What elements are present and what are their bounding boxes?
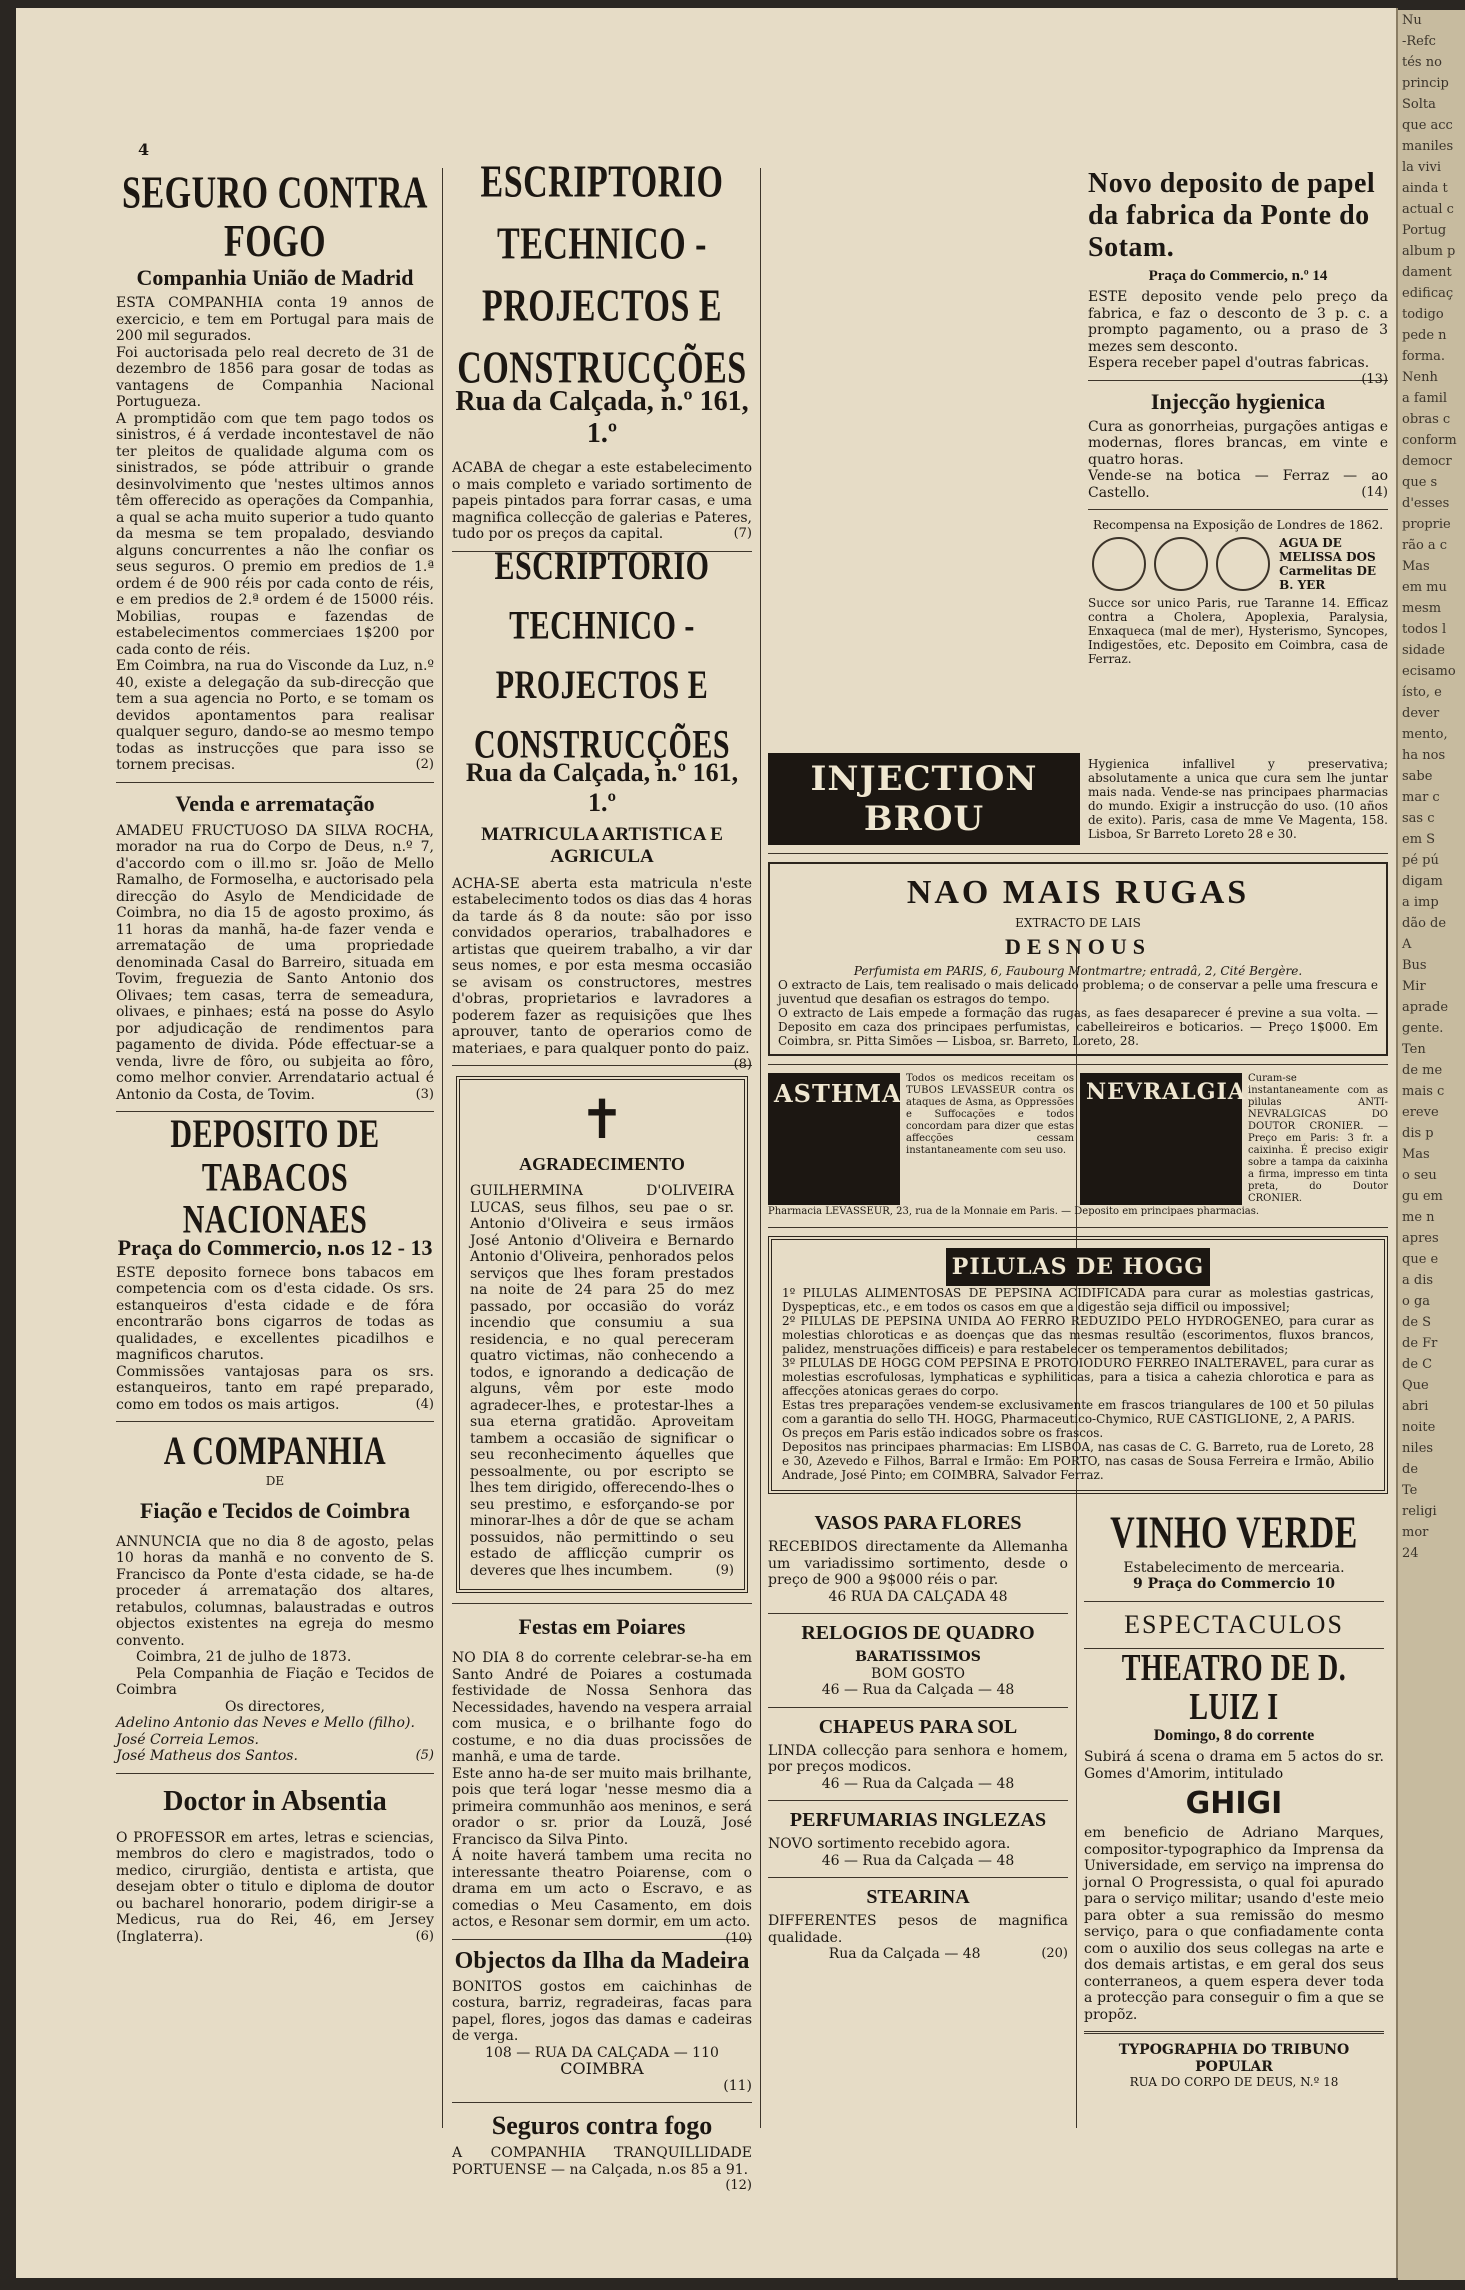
escriptorio-2-text: ACHA-SE aberta esta matricula n'este estabelecimento todos os dias das 4 horas da tarde ás 8 da noute: são por isso convidados operarios, trabalhadores e artistas que queirem trabalho, a vir dar seus nomes, e por esta mesma occasião se avisam os constructores, mestres d'obras, proprietarios e lavradores a poderem fazer as requisições que lhes aprouver, tanto de operarios como de materiaes, e para qualquer ponto do paiz. (8)	[452, 875, 752, 1072]
perfumarias-text: NOVO sortimento recebido agora.	[768, 1836, 1011, 1852]
companhia-director-3: José Matheus dos Santos. (5)	[116, 1748, 434, 1765]
strip-fragment: em mu	[1402, 580, 1447, 595]
theatro-text-2: em beneficio de Adriano Marques, compositor-typographico da Imprensa da Universidade, em serviço na imprensa do jornal O Progressista, o qual foi apurado para o serviço militar; usando d'este meio para obter a sua remissão do mesmo serviço, para o que confiadamente conta com o auxilio dos seus collegas na arte e dos demais artistas, e em geral dos seus conterraneos, a quem espera dever toda a protecção para conseguir o fim a que se propõz.	[1084, 1825, 1384, 2023]
asthma-title: ASTHMA	[768, 1073, 900, 1205]
strip-fragment: que s	[1402, 475, 1438, 490]
strip-fragment: album p	[1402, 244, 1456, 259]
objectos-text: BONITOS gostos em caichinhas de costura, barriz, regradeiras, facas para papel, flores, jogos das damas e cadeiras de verga.	[452, 1978, 752, 2044]
agua-text: Succe sor unico Paris, rue Taranne 14. Efficaz contra a Cholera, Apoplexia, Paralysia, Enxaqueca (mal de mer), Hysterismo, Syncopes, Indigestões, etc. Deposito em Coimbra, casa de Ferraz.	[1088, 596, 1388, 666]
deposito-title: DEPOSITO DE TABACOS NACIONAES	[170, 1112, 380, 1243]
theatro-date: Domingo, 8 do corrente	[1153, 1727, 1315, 1745]
strip-fragment: niles	[1402, 1441, 1434, 1456]
strip-fragment: tés no	[1402, 55, 1442, 70]
nevralgias-title: NEVRALGIAS	[1080, 1073, 1242, 1205]
strip-fragment: dis p	[1402, 1126, 1434, 1141]
chapeus-address: 46 — Rua da Calçada — 48	[821, 1775, 1015, 1792]
rugas-text: O extracto de Lais, tem realisado o mais delicado problema; o de conservar a pelle uma frescura e juventud que desafian os estragos do tempo.	[778, 978, 1378, 1006]
agradecimento-box	[456, 1076, 748, 1593]
vasos-title: VASOS PARA FLORES	[814, 1512, 1022, 1534]
medal-icon	[1092, 537, 1146, 591]
strip-fragment: a dis	[1402, 1273, 1434, 1288]
companhia-director-2: José Correia Lemos.	[116, 1731, 259, 1748]
chapeus-text: LINDA collecção para senhora e homem, por preços modicos.	[768, 1742, 1068, 1775]
companhia-text: ANNUNCIA que no dia 8 de agosto, pelas 10 horas da manhã e no convento de S. Francisco da Ponte d'esta cidade, se ha-de proceder á arrematação dos altares, retabulos, columnas, balaustradas e outros objectos existentes na egreja do mesmo convento.	[116, 1533, 434, 1649]
strip-fragment: ainda t	[1402, 181, 1448, 196]
lower-left-ads	[768, 1508, 1068, 1963]
hogg-item-2: 2º PILULAS DE PEPSINA UNIDA AO FERRO REDUZIDO PELO HYDROGENEO, para curar as molestias chloroticas e as doenças que das mesmas resultão (escorimentos, fluxos brancos, palidez, menstruações difficeis) e para restabelecer os temperamentos debilitados;	[782, 1314, 1374, 1356]
rugas-box	[768, 862, 1388, 1056]
relogios-subtitle: BARATISSIMOS	[855, 1649, 981, 1665]
strip-fragment: pé pú	[1402, 853, 1439, 868]
objectos-address: 108 — RUA DA CALÇADA — 110	[485, 2044, 719, 2061]
column-rule	[442, 168, 443, 2128]
strip-fragment: ereve	[1402, 1105, 1439, 1120]
medal-icon	[1154, 537, 1208, 591]
strip-fragment: mento,	[1402, 727, 1448, 742]
strip-fragment: maniles	[1402, 139, 1454, 154]
strip-fragment: dão de	[1402, 916, 1447, 931]
seguro-text-3: A promptidão com que tem pago todos os sinistros, é á verdade incontestavel de não ter pleitos de qualidade alguma com os sinistrados, se póde attribuir o grande desinvolvimento que 'nestes ultimos annos têm offerecido as operações da Companhia, a qual se acha muito superior a tudo quanto da mesma se tem propalado, desviando alguns concurrentes a não lhe confiar os seus seguros. O premio em predios de 1.ª ordem é de 900 réis por cada conto de réis, e em predios de 2.ª ordem é de 15000 réis. Mobilias, roupas e fazendas de estabelecimentos commerciaes 1$200 por cada conto de réis.	[116, 410, 434, 658]
theatro-play: GHIGI	[1185, 1786, 1283, 1822]
column-rule	[760, 168, 761, 2128]
seguros-text: A COMPANHIA TRANQUILLIDADE PORTUENSE — na Calçada, n.os 85 a 91. (12)	[452, 2145, 752, 2193]
strip-fragment: conform	[1402, 433, 1457, 448]
objectos-city: COIMBRA	[560, 2059, 644, 2078]
deposito-text: ESTE deposito fornece bons tabacos em competencia com os d'esta cidade. Os srs. estanqueiros d'esta cidade e de fóra encontrarão bons cigarros de todas as qualidades, e excellentes picadilhos e magnificos charutos.	[116, 1264, 434, 1364]
companhia-director-1: Adelino Antonio das Neves e Mello (filho).	[116, 1715, 415, 1732]
agradecimento-text: GUILHERMINA D'OLIVEIRA LUCAS, seus filhos, seu pae o sr. Antonio d'Oliveira e seus irmãos José Antonio d'Oliveira e Bernardo Antonio d'Oliveira, penhorados pelos serviços que lhes foram prestados na noite de 24 para 25 do mez passado, por occasião do voráz incendio que consumiu a sua residencia, e no qual pereceram quatro victimas, não conhecendo a todos, e ignorando a dedicação de alguns, vêm por este modo agradecer-lhes, e protestar-lhes a sua eterna gratidão. Aproveitam tambem a occasião de significar o seu reconhecimento áquelles que pessoalmente, ou por escripto se lhes tem dirigido, offerecendo-lhes o seu prestimo, e esforçando-se por minorar-lhes a dôr de que se acham possuidos, não permittindo o seu estado de afflicção cumprir os deveres que lhes incumbem. (9)	[470, 1183, 734, 1579]
injeccao-text-2: Vende-se na botica — Ferraz — ao Castello. (14)	[1088, 468, 1388, 501]
strip-fragment: digam	[1402, 874, 1443, 889]
strip-fragment: proprie	[1402, 517, 1451, 532]
strip-fragment: de C	[1402, 1357, 1433, 1372]
asthma-text: Todos os medicos receitam os TUBOS LEVASSEUR contra os ataques de Asma, as Oppressões e Suffocações e todos concordam para dizer que estas affecções cessam instantaneamente com seu uso.	[906, 1073, 1074, 1156]
strip-fragment: Bus	[1402, 958, 1427, 973]
strip-fragment: ísto, e	[1402, 685, 1442, 700]
hogg-item-4: Estas tres preparações vendem-se exclusivamente em frascos triangulares de 100 et 50 pilulas com a garantia do sello TH. HOGG, Pharmaceutico-Chymico, RUE CASTIGLIONE, 2, A PARIS.	[782, 1398, 1374, 1426]
vasos-text: RECEBIDOS directamente da Allemanha um variadissimo sortimento, desde o preço de 900 a 9$000 réis o par.	[768, 1539, 1068, 1588]
strip-fragment: democr	[1402, 454, 1452, 469]
strip-fragment: que e	[1402, 1252, 1439, 1267]
typographia-title: TYPOGRAPHIA DO TRIBUNO POPULAR	[1118, 2042, 1350, 2075]
stearina-address: Rua da Calçada — 48 (20)	[828, 1946, 1068, 1962]
strip-fragment: rão a c	[1402, 538, 1448, 553]
strip-fragment: mais c	[1402, 1084, 1445, 1099]
rugas-text-2: O extracto de Lais empede a formação das rugas, as faes desaparecer é previne a sua volta. — Deposito em caza dos principaes perfumistas, cabelleireiros e boticarios. — Preço 1$000. Em Coimbra, sr. Pitta Simões — Lisboa, sr. Barreto, Loreto, 28.	[778, 1006, 1378, 1048]
strip-fragment: actual c	[1402, 202, 1454, 217]
festas-text: NO DIA 8 do corrente celebrar-se-ha em Santo André de Poiares a costumada festividade de Nossa Senhora das Necessidades, havendo na vespera arraial com musica, e o brilhante fogo do costume, e no dia duas procissões de manhã, e uma de tarde.	[452, 1650, 752, 1765]
vinho-subtitle: Estabelecimento de mercearia.	[1123, 1559, 1345, 1576]
vinho-address: 9 Praça do Commercio 10	[1133, 1576, 1335, 1593]
hogg-item-5: Os preços em Paris estão indicados sobre os frascos.	[782, 1426, 1104, 1440]
injeccao-text: Cura as gonorrheias, purgações antigas e modernas, flores brancas, em vinte e quatro horas.	[1088, 418, 1388, 468]
strip-fragment: la vivi	[1402, 160, 1442, 175]
newspaper-page	[16, 8, 1398, 2278]
strip-fragment: de S	[1402, 1315, 1432, 1330]
escriptorio-1-text: ACABA de chegar a este estabelecimento o mais completo e variado sortimento de papeis pintados para forrar casas, e uma magnifica collecção de galerias e Pateres, tudo por os preços da capital. (7)	[452, 460, 752, 542]
strip-fragment: sidade	[1402, 643, 1445, 658]
festas-text-2: Este anno ha-de ser muito mais brilhante, pois que terá logar 'nesse mesmo dia a primeira communhão aos meninos, e será orador o sr. prior da Louzã, José Francisco da Silva Pinto.	[452, 1765, 752, 1848]
seguro-subtitle: Companhia União de Madrid	[136, 265, 414, 291]
agua-medals	[1088, 536, 1388, 592]
festas-title: Festas em Poiares	[518, 1614, 686, 1639]
page-number: 4	[138, 140, 150, 159]
doctor-title: Doctor in Absentia	[163, 1785, 387, 1817]
companhia-de: DE	[265, 1473, 285, 1488]
seguro-text-4: Em Coimbra, na rua do Visconde da Luz, n.º 40, existe a delegação da sub-direcção que tem a sua agencia no Porto, e se tomam os devidos apontamentos para realisar qualquer seguro, dando-se ao mesmo tempo todas as instrucções que para isso se tornem precisas. (2)	[116, 658, 434, 774]
relogios-address: 46 — Rua da Calçada — 48	[821, 1682, 1015, 1698]
companhia-directors: Os directores,	[224, 1698, 326, 1715]
novo-deposito-subtitle: Praça do Commercio, n.º 14	[1148, 268, 1328, 284]
strip-fragment: pede n	[1402, 328, 1447, 343]
escriptorio-2-title: ESCRIPTORIO TECHNICO - PROJECTOS E CONSTRUCÇÕES	[473, 543, 731, 767]
strip-fragment: aprade	[1402, 1000, 1449, 1015]
column-2	[452, 157, 752, 2193]
deposito-subtitle: Praça do Commercio, n.os 12 - 13	[117, 1234, 433, 1260]
ads-block	[768, 753, 1388, 1494]
strip-fragment: sas c	[1402, 811, 1435, 826]
stearina-text: DIFFERENTES pesos de magnifica qualidade.	[768, 1913, 1068, 1946]
strip-fragment: mesm	[1402, 601, 1442, 616]
espectaculos-title: ESPECTACULOS	[1124, 1609, 1344, 1639]
strip-fragment: todos l	[1402, 622, 1447, 637]
companhia-by: Pela Companhia de Fiação e Tecidos de Coimbra	[116, 1665, 434, 1699]
nevralgias-text: Curam-se instantaneamente com as pilulas ANTI-NEVRALGICAS DO DOUTOR CRONIER. — Preço em Paris: 3 fr. a caixinha. É preciso exigir sobre a tampa da caixinha a firma, impresso em tinta preta, do Doutor CRONIER.	[1248, 1073, 1388, 1204]
vinho-title: VINHO VERDE	[1110, 1508, 1358, 1559]
seguro-title: SEGURO CONTRA FOGO	[122, 168, 428, 267]
rugas-brand: DESNOUS	[1005, 934, 1151, 959]
right-top-block	[1088, 168, 1388, 666]
strip-fragment: ha nos	[1402, 748, 1446, 763]
strip-fragment: dever	[1402, 706, 1440, 721]
theatro-title: THEATRO DE D. LUIZ I	[1121, 1647, 1347, 1729]
strip-fragment: de	[1402, 1462, 1419, 1477]
strip-fragment: 24	[1402, 1546, 1419, 1561]
hogg-item-6: Depositos nas principaes pharmacias: Em LISBOA, nas casas de C. G. Barreto, rua de Loreto, 28 e 30, Azevedo e Filhos, Barral e Irmão: Em PORTO, nas casas de Sousa Ferreira e Irmão, Abilio Andrade, José Pinto; em COIMBRA, Salvador Ferraz.	[782, 1440, 1374, 1482]
strip-fragment: a famil	[1402, 391, 1448, 406]
strip-fragment: a imp	[1402, 895, 1439, 910]
strip-fragment: Nenh	[1402, 370, 1438, 385]
novo-deposito-text: ESTE deposito vende pelo preço da fabrica, e faz o desconto de 3 p. c. a prompto pagamento, ou a praso de 3 mezes sem desconto.	[1088, 289, 1388, 355]
hogg-title: PILULAS DE HOGG	[946, 1248, 1210, 1286]
cross-icon: ✝	[579, 1088, 625, 1151]
column-3	[768, 168, 1388, 2118]
escriptorio-2-subtitle: Rua da Calçada, n.º 161, 1.º	[465, 757, 739, 817]
typographia-address: RUA DO CORPO DE DEUS, N.º 18	[1129, 2075, 1339, 2090]
strip-fragment: d'esses	[1402, 496, 1450, 511]
hogg-box	[768, 1236, 1388, 1494]
strip-fragment: o seu	[1402, 1168, 1437, 1183]
strip-fragment: obras c	[1402, 412, 1451, 427]
strip-fragment: mar c	[1402, 790, 1440, 805]
lower-right-ads	[1084, 1508, 1384, 2089]
doctor-text: O PROFESSOR em artes, letras e sciencias, membros do clero e magistrados, todo o medico, cirurgião, dentista e artista, que desejam obter o titulo e diploma de doutor ou bacharel honorario, podem dirigir-se a Medicus, rua do Rei, 46, em Jersey (Inglaterra). (6)	[116, 1829, 434, 1945]
hogg-item-3: 3º PILULAS DE HOGG COM PEPSINA E PROTOIODURO FERREO INALTERAVEL, para curar as molestias escrofulosas, lymphaticas e syphiliticas, para a tisica a cahezia chlorotica e para as affecções atonicas geraes do corpo.	[782, 1356, 1374, 1398]
vasos-address: 46 RUA DA CALÇADA 48	[828, 1588, 1008, 1605]
companhia-date: Coimbra, 21 de julho de 1873.	[136, 1649, 352, 1666]
strip-fragment: Que	[1402, 1378, 1429, 1393]
strip-fragment: que acc	[1402, 118, 1453, 133]
agua-recompensa: Recompensa na Exposição de Londres de 1862.	[1092, 518, 1384, 532]
strip-fragment: A	[1402, 937, 1412, 952]
strip-fragment: sabe	[1402, 769, 1433, 784]
rugas-subtitle: EXTRACTO DE LAIS	[1015, 916, 1141, 930]
strip-fragment: ecisamo	[1402, 664, 1456, 679]
strip-fragment: dament	[1402, 265, 1452, 280]
relogios-subtitle-2: BOM GOSTO	[871, 1665, 965, 1682]
strip-fragment: Nu	[1402, 13, 1422, 28]
deposito-text-2: Commissões vantajosas para os srs. estanqueiros, tanto em rapé preparado, como em todos os mais artigos. (4)	[116, 1363, 434, 1413]
rugas-address: Perfumista em PARIS, 6, Faubourg Montmartre; entradâ, 2, Cité Bergère.	[853, 964, 1303, 978]
strip-fragment: me n	[1402, 1210, 1435, 1225]
strip-fragment: mor	[1402, 1525, 1429, 1540]
objectos-number: (11)	[723, 2077, 752, 2094]
hogg-item-1: 1º PILULAS ALIMENTOSAS DE PEPSINA ACIDIFICADA para curar as molestias gastricas, Dyspepticas, etc., e em todos os casos em que a digestão seja difficil ou impossivel;	[782, 1286, 1374, 1314]
perfumarias-title: PERFUMARIAS INGLEZAS	[789, 1809, 1047, 1831]
matricula-title: MATRICULA ARTISTICA E AGRICULA	[481, 823, 723, 867]
strip-fragment: noite	[1402, 1420, 1436, 1435]
seguros-title: Seguros contra fogo	[491, 2111, 713, 2140]
injeccao-title: Injecção hygienica	[1150, 388, 1326, 414]
strip-fragment: -Refc	[1402, 34, 1436, 49]
agradecimento-title: AGRADECIMENTO	[519, 1154, 685, 1174]
seguro-text-2: Foi auctorisada pelo real decreto de 31 de dezembro de 1856 para gosar de todas as vantagens de Companhia Nacional Portugueza.	[116, 344, 434, 411]
strip-fragment: Ten	[1402, 1042, 1426, 1057]
strip-fragment: gente.	[1402, 1021, 1444, 1036]
injection-brou-title: INJECTION BROU	[768, 753, 1080, 845]
companhia-title: A COMPANHIA	[163, 1429, 387, 1475]
adjacent-page-strip	[1398, 10, 1465, 2280]
strip-fragment: forma.	[1402, 349, 1446, 364]
column-1	[116, 168, 434, 2118]
agua-name: AGUA DE MELISSA DOS Carmelitas DE B. YER	[1279, 536, 1376, 592]
strip-fragment: Portug	[1402, 223, 1447, 238]
strip-fragment: todigo	[1402, 307, 1444, 322]
strip-fragment: em S	[1402, 832, 1436, 847]
strip-fragment: de Fr	[1402, 1336, 1438, 1351]
strip-fragment: Mir	[1402, 979, 1426, 994]
strip-fragment: abri	[1402, 1399, 1429, 1414]
strip-fragment: Mas	[1402, 1147, 1430, 1162]
strip-fragment: Te	[1402, 1483, 1418, 1498]
strip-fragment: religi	[1402, 1504, 1437, 1519]
novo-deposito-text-2: Espera receber papel d'outras fabricas. (13)	[1088, 355, 1388, 387]
strip-fragment: Mas	[1402, 559, 1430, 574]
escriptorio-1-subtitle: Rua da Calçada, n.º 161, 1.º	[455, 386, 749, 449]
strip-fragment: princip	[1402, 76, 1449, 91]
medal-icon	[1216, 537, 1270, 591]
venda-text: AMADEU FRUCTUOSO DA SILVA ROCHA, morador na rua do Corpo de Deus, n.º 7, d'accordo com o ill.mo sr. João de Mello Ramalho, de Formoselha, e auctorisado pela direcção do Asylo de Mendicidade de Coimbra, no dia 15 de agosto proximo, ás 11 horas da manhã, ha-de fazer venda e arrematação de uma propriedade denominada Casal do Barreiro, situada em Tovim, freguezia de Santo Antonio dos Olivaes; tem casas, terra de semeadura, olivaes, e pinhaes; está na posse do Asylo por adjudicação de rendimentos para pagamento de divida. Póde effectuar-se a venda, livre de fôro, ou subjeita ao fôro, como melhor convier. Arrendatario actual é Antonio da Costa, de Tovim. (3)	[116, 822, 434, 1103]
perfumarias-address: 46 — Rua da Calçada — 48	[821, 1852, 1015, 1869]
relogios-title: RELOGIOS DE QUADRO	[801, 1622, 1035, 1644]
escriptorio-1-title: ESCRIPTORIO TECHNICO - PROJECTOS E CONSTRUCÇÕES	[457, 157, 747, 394]
strip-fragment: o ga	[1402, 1294, 1431, 1309]
stearina-title: STEARINA	[866, 1886, 970, 1908]
companhia-subtitle: Fiação e Tecidos de Coimbra	[139, 1497, 411, 1523]
festas-text-3: Á noite haverá tambem uma recita no interessante theatro Poiarense, com o drama em um acto o Escravo, e as comedias o Meu Casamento, em dois actos, e Resonar sem dormir, em um acto. (10)	[452, 1848, 752, 1946]
strip-fragment: edificaç	[1402, 286, 1454, 301]
novo-deposito-title: Novo deposito de papel da fabrica da Ponte do Sotam.	[1088, 168, 1376, 263]
strip-fragment: de me	[1402, 1063, 1443, 1078]
rugas-title: NAO MAIS RUGAS	[906, 874, 1250, 911]
theatro-text: Subirá á scena o drama em 5 actos do sr. Gomes d'Amorim, intitulado	[1084, 1749, 1384, 1782]
strip-fragment: apres	[1402, 1231, 1439, 1246]
injection-brou-text: Hygienica infallivel y preservativa; absolutamente a unica que cura sem lhe juntar mais nada. Vende-se nas principaes pharmacias do mundo. Exigir a instrucção do uso. (10 años de exito). Paris, casa de mme Ve Magenta, 158. Lisboa, Sr Barreto Loreto 28 e 30.	[1088, 757, 1388, 841]
strip-fragment: gu em	[1402, 1189, 1443, 1204]
chapeus-title: CHAPEUS PARA SOL	[818, 1715, 1018, 1738]
venda-title: Venda e arrematação	[175, 790, 375, 816]
strip-fragment: Solta	[1402, 97, 1436, 112]
objectos-title: Objectos da Ilha da Madeira	[454, 1947, 750, 1974]
seguro-text: ESTA COMPANHIA conta 19 annos de exercicio, e tem em Portugal para mais de 200 mil segurados.	[116, 295, 434, 345]
asthma-pharmacy: Pharmacia LEVASSEUR, 23, rua de la Monnaie em Paris. — Deposito em principaes pharmacias.	[768, 1206, 1260, 1217]
